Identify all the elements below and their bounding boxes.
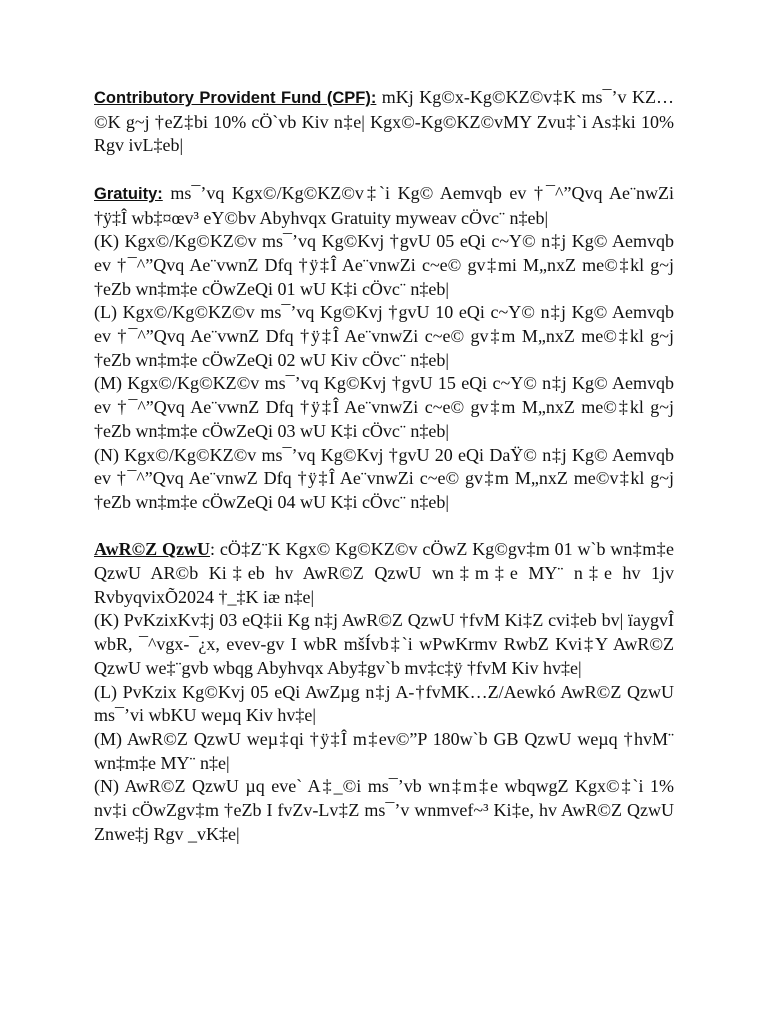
gratuity-heading: Gratuity: bbox=[94, 184, 163, 203]
earned-leave-intro bbox=[94, 538, 674, 609]
document-page bbox=[94, 86, 674, 870]
earned-leave-item-m: (M) AwR©Z QzwU weµ‡qi †ÿ‡Î m‡ev©”P 180w`b GB QzwU weµq †hvM¨ wn‡m‡e MY¨ n‡e| bbox=[94, 728, 674, 773]
cpf-heading: Contributory Provident Fund (CPF): bbox=[94, 89, 377, 107]
gratuity-item-k: (K) Kgx©/Kg©KZ©v ms¯’vq Kg©Kvj †gvU 05 eQi c~Y© n‡j Kg© Aemvqb ev †¯^”Qvq Ae¨vwnZ Dfq †ÿ‡Î Ae¨vnwZi c~e© gv‡mi M„nxZ me©‡kl g~j †eZb wn‡m‡e cÖwZeQi 01 wU K‡i cÖvc¨ n‡eb| bbox=[94, 231, 674, 299]
earned-leave-body: : cÖ‡Z¨K Kgx© Kg©KZ©v cÖwZ Kg©gv‡m 01 w`b wn‡m‡e QzwU AR©b Ki‡eb hv AwR©Z QzwU wn‡m‡e MY¨ n‡e hv 1jv RvbyqvixÕ2024 †_‡K iæ n‡e| bbox=[94, 539, 674, 607]
gratuity-section bbox=[94, 182, 674, 515]
cpf-body: mKj Kg©x-Kg©KZ©v‡K ms¯’v KZ…©K g~j †eZ‡bi 10% cÖ`vb Kiv n‡e| Kgx©-Kg©KZ©vMY Zvu‡`i As‡ki 10% Rgv ivL‡eb| bbox=[94, 87, 674, 156]
gratuity-item-n: (N) Kgx©/Kg©KZ©v ms¯’vq Kg©Kvj †gvU 20 eQi DaŸ© n‡j Kg© Aemvqb ev †¯^”Qvq Ae¨vnwZ Dfq †ÿ‡Î Ae¨vnwZi c~e© gv‡m M„nxZ me©v‡kl g~j †eZb wn‡m‡e cÖwZeQi 04 wU K‡i cÖvc¨ n‡eb| bbox=[94, 444, 674, 512]
earned-leave-item-l: (L) PvKzix Kg©Kvj 05 eQi AwZµg n‡j A-†fvMK…Z/Aewkó AwR©Z QzwU ms¯’vi wbKU weµq Kiv hv‡e| bbox=[94, 681, 674, 726]
gratuity-item-l: (L) Kgx©/Kg©KZ©v ms¯’vq Kg©Kvj †gvU 10 eQi c~Y© n‡j Kg© Aemvqb ev †¯^”Qvq Ae¨vwnZ Dfq †ÿ‡Î Ae¨vnwZi c~e© gv‡m M„nxZ me©‡kl g~j †eZb wn‡m‡e cÖwZeQi 02 wU Kiv cÖvc¨ n‡eb| bbox=[94, 302, 674, 370]
gratuity-body: ms¯’vq Kgx©/Kg©KZ©v‡`i Kg© Aemvqb ev †¯^”Qvq Ae¨nwZi †ÿ‡Î wb‡¤œv³ eY©bv Abyhvqx Gratuity myweav cÖvc¨ n‡eb| bbox=[94, 182, 674, 228]
earned-leave-section bbox=[94, 538, 674, 846]
earned-leave-heading: AwR©Z QzwU bbox=[94, 539, 210, 560]
gratuity-intro bbox=[94, 182, 674, 230]
earned-leave-item-k: (K) PvKzixKv‡j 03 eQ‡ii Kg n‡j AwR©Z QzwU †fvM Ki‡Z cvi‡eb bv| ïaygvÎ wbR, ¯^vgx-¯¿x, evev-gv I wbR mšÍvb‡`i wPwKrmv RwbZ Kvi‡Y AwR©Z QzwU we‡¨gvb wbqg Abyhvqx Aby‡gv`b mv‡c‡ÿ †fvM Kiv hv‡e| bbox=[94, 610, 674, 678]
earned-leave-item-n: (N) AwR©Z QzwU µq eve` A‡_©i ms¯’vb wn‡m‡e wbqwgZ Kgx©‡`i 1% nv‡i cÖwZgv‡m †eZb I fvZv-Lv‡Z ms¯’v wnmvef~³ Ki‡e, hv AwR©Z QzwU Znwe‡j Rgv _vK‡e| bbox=[94, 776, 674, 844]
gratuity-item-m: (M) Kgx©/Kg©KZ©v ms¯’vq Kg©Kvj †gvU 15 eQi c~Y© n‡j Kg© Aemvqb ev †¯^”Qvq Ae¨vwnZ Dfq †ÿ‡Î Ae¨vnwZi c~e© gv‡m M„nxZ me©‡kl g~j †eZb wn‡m‡e cÖwZeQi 03 wU K‡i cÖvc¨ n‡eb| bbox=[94, 373, 674, 441]
cpf-section bbox=[94, 86, 674, 158]
cpf-paragraph bbox=[94, 86, 674, 158]
